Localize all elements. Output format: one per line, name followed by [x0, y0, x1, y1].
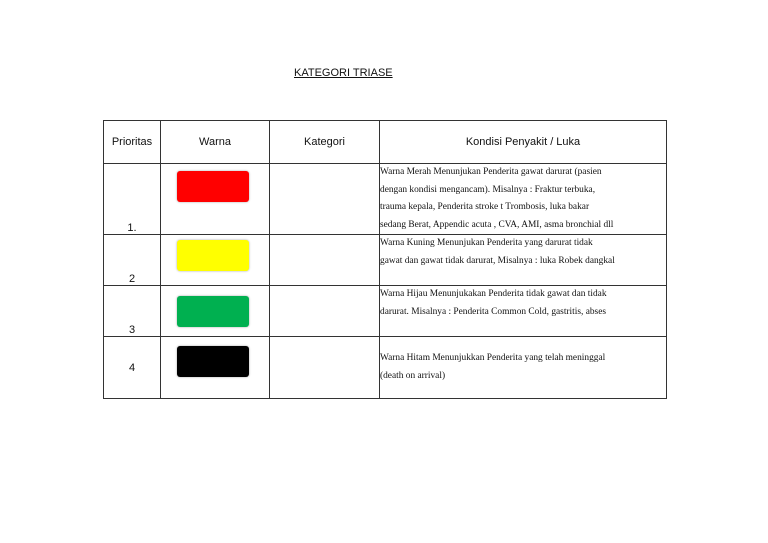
- color-cell: [161, 286, 270, 337]
- page-title: KATEGORI TRIASE: [294, 67, 393, 79]
- condition-cell: [380, 235, 667, 286]
- category-cell: [270, 337, 380, 399]
- color-cell: [161, 337, 270, 399]
- condition-line: (death on arrival): [380, 370, 446, 381]
- header-kondisi: Kondisi Penyakit / Luka: [380, 121, 667, 164]
- condition-line: dengan kondisi mengancam). Misalnya : Fraktur terbuka,: [380, 184, 596, 195]
- condition-line: Warna Kuning Menunjukan Penderita yang darurat tidak: [380, 238, 593, 248]
- yellow-swatch: [177, 240, 249, 271]
- priority-cell: 2: [104, 235, 161, 286]
- color-cell: [161, 164, 270, 235]
- priority-cell: 3: [104, 286, 161, 337]
- condition-line: darurat. Misalnya : Penderita Common Cold, gastritis, abses: [380, 306, 607, 317]
- condition-line: Warna Hijau Menunjukakan Penderita tidak gawat dan tidak: [380, 289, 607, 299]
- table-row: [104, 235, 667, 286]
- header-prioritas: Prioritas: [104, 121, 161, 164]
- condition-line: Warna Hitam Menunjukkan Penderita yang telah meninggal: [380, 353, 606, 363]
- table-row: [104, 337, 667, 399]
- condition-line: Warna Merah Menunjukan Penderita gawat darurat (pasien: [380, 167, 602, 177]
- condition-line: trauma kepala, Penderita stroke t Trombosis, luka bakar: [380, 202, 590, 212]
- triage-table: [103, 120, 667, 399]
- table-header-row: [104, 121, 667, 164]
- green-swatch: [177, 296, 249, 327]
- black-swatch: [177, 346, 249, 377]
- condition-cell: [380, 164, 667, 235]
- header-kategori: Kategori: [270, 121, 380, 164]
- condition-cell: [380, 286, 667, 337]
- category-cell: [270, 164, 380, 235]
- category-cell: [270, 235, 380, 286]
- table-row: [104, 164, 667, 235]
- table-row: [104, 286, 667, 337]
- priority-cell: 1.: [104, 164, 161, 235]
- header-warna: Warna: [161, 121, 270, 164]
- priority-cell: 4: [104, 337, 161, 399]
- condition-cell: [380, 337, 667, 399]
- color-cell: [161, 235, 270, 286]
- condition-line: gawat dan gawat tidak darurat, Misalnya : luka Robek dangkal: [380, 255, 615, 266]
- condition-line: sedang Berat, Appendic acuta , CVA, AMI, asma bronchial dll: [380, 219, 614, 230]
- red-swatch: [177, 171, 249, 202]
- category-cell: [270, 286, 380, 337]
